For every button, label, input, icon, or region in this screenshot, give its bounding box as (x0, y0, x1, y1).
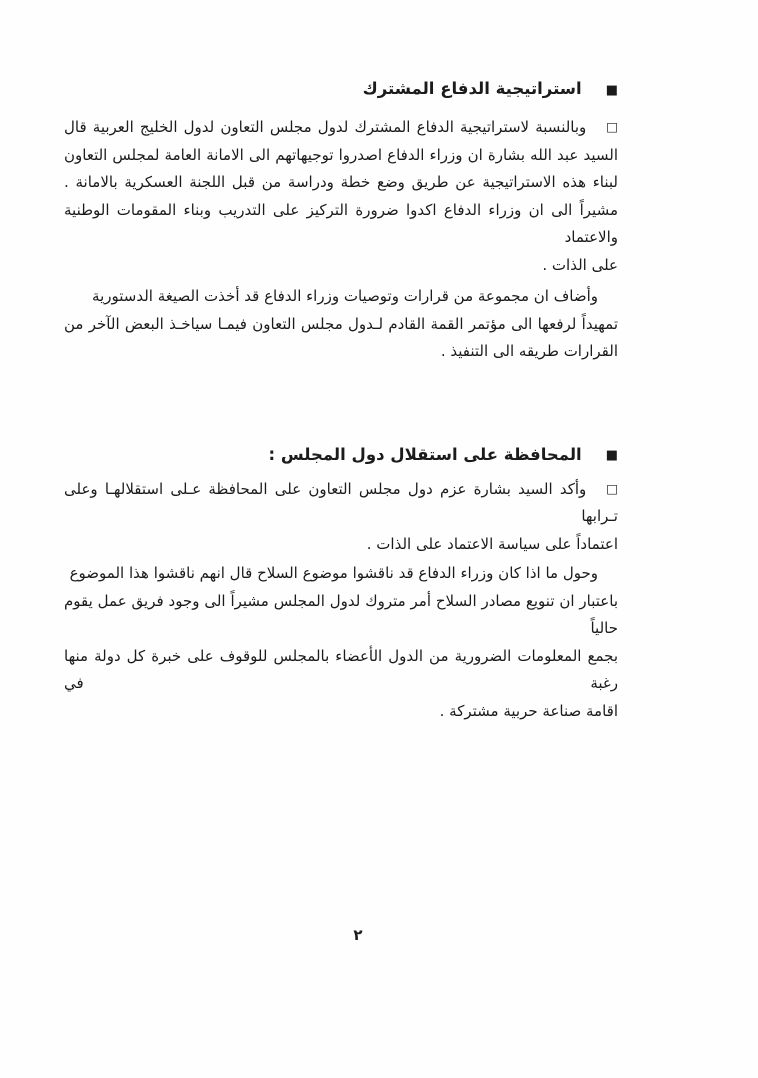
paragraph-line: السيد عبد الله بشارة ان وزراء الدفاع اصدروا توجيهاتهم الى الامانة العامة لمجلس التعاون (64, 145, 618, 164)
paragraph-line (64, 114, 618, 142)
page-number: ٢ (353, 926, 363, 944)
paragraph-line: لبناء هذه الاستراتيجية عن طريق وضع خطة ودراسة من قبل اللجنة العسكرية بالامانة . (64, 173, 618, 191)
open-square-bullet-icon: □ (606, 119, 618, 134)
paragraph-armament (64, 560, 618, 725)
text-block (64, 0, 618, 725)
paragraph-independence (64, 476, 618, 559)
paragraph-line (64, 476, 618, 531)
paragraph-line: القرارات طريقه الى التنفيذ . (440, 342, 618, 360)
paragraph-line: بجمع المعلومات الضرورية من الدول الأعضاء بالمجلس للوقوف على خبرة كل دولة منها رغبة في (64, 646, 618, 692)
line-text: وبالنسبة لاستراتيجية الدفاع المشترك لدول مجلس التعاون لدول الخليج العربية قال (64, 118, 587, 136)
paragraph-defense-strategy (64, 114, 618, 279)
section-heading-independence (64, 444, 618, 466)
heading-text: المحافظة على استقلال دول المجلس : (268, 444, 582, 464)
paragraph-line: باعتبار ان تنويع مصادر السلاح أمر متروك لدول المجلس مشيراً الى وجود فريق عمل يقوم حالياً (64, 591, 618, 637)
paragraph-line: وحول ما اذا كان وزراء الدفاع قد ناقشوا موضوع السلاح قال انهم ناقشوا هذا الموضوع (69, 564, 598, 582)
paragraph-resolutions (64, 283, 618, 366)
paragraph-line: اقامة صناعة حربية مشتركة . (439, 701, 618, 720)
heading-text: استراتيجية الدفاع المشترك (362, 79, 582, 98)
paragraph-line: تمهيداً لرفعها الى مؤتمر القمة القادم لـدول مجلس التعاون فيمـا سياخـذ البعض الآخر من (64, 314, 618, 333)
section-heading-defense-strategy (64, 0, 618, 100)
paragraph-line: على الذات . (542, 255, 618, 274)
line-text: وأكد السيد بشارة عزم دول مجلس التعاون على المحافظة عـلى استقلالهـا وعلى تـرابها (64, 479, 618, 525)
paragraph-line: مشيراً الى ان وزراء الدفاع اكدوا ضرورة التركيز على التدريب وبناء المقومات الوطنية والاعتماد (64, 200, 618, 246)
paragraph-line: وأضاف ان مجموعة من قرارات وتوصيات وزراء الدفاع قد أخذت الصيغة الدستورية (92, 287, 598, 305)
paragraph-line: اعتماداً على سياسة الاعتماد على الذات . (366, 534, 618, 553)
filled-square-bullet-icon: ■ (605, 82, 618, 98)
open-square-bullet-icon: □ (606, 480, 618, 496)
filled-square-bullet-icon: ■ (605, 448, 618, 463)
